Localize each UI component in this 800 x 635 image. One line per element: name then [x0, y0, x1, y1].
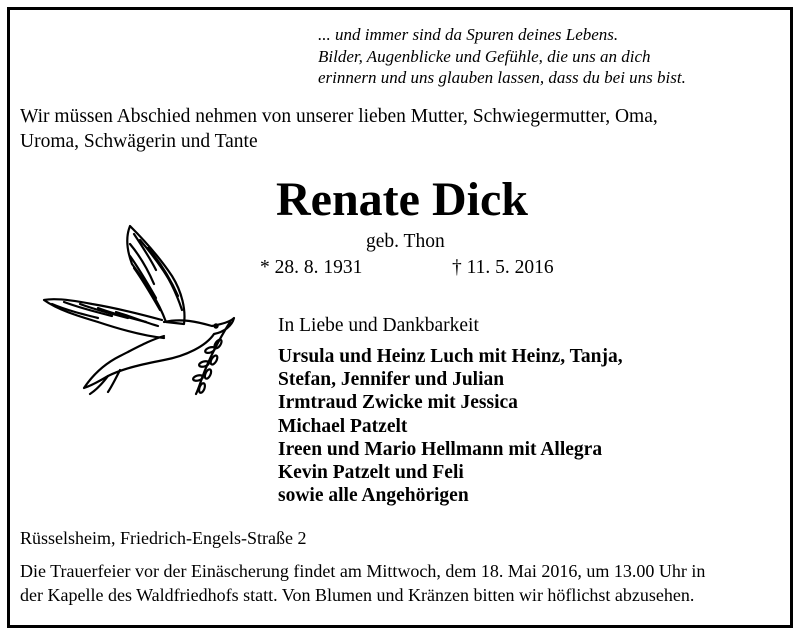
- mourner-line: Stefan, Jennifer und Julian: [278, 369, 505, 391]
- mourner-line: Michael Patzelt: [278, 415, 408, 437]
- intro-line: Uroma, Schwägerin und Tante: [20, 131, 258, 152]
- dove-with-olive-branch-icon: [36, 218, 241, 396]
- mourner-line: Kevin Patzelt und Feli: [278, 462, 464, 484]
- mourners-list: [278, 345, 623, 507]
- death-date: † 11. 5. 2016: [452, 257, 554, 278]
- intro-line: Wir müssen Abschied nehmen von unserer lieben Mutter, Schwiegermutter, Oma,: [20, 106, 658, 127]
- poem-line: ... und immer sind da Spuren deines Lebens.: [318, 25, 619, 44]
- mourner-line: Ursula und Heinz Luch mit Heinz, Tanja,: [278, 346, 623, 367]
- funeral-line: der Kapelle des Waldfriedhofs statt. Von Blumen und Kränzen bitten wir höflichst abzusehen.: [20, 585, 695, 605]
- poem: [318, 24, 686, 89]
- farewell-intro: [20, 104, 658, 154]
- mourner-line: sowie alle Angehörigen: [278, 485, 469, 507]
- poem-line: Bilder, Augenblicke und Gefühle, die uns an dich: [318, 46, 651, 66]
- mourner-line: Irmtraud Zwicke mit Jessica: [278, 392, 518, 414]
- maiden-name: geb. Thon: [366, 231, 445, 252]
- mourner-line: Ireen und Mario Hellmann mit Allegra: [278, 438, 603, 460]
- mourners-intro: In Liebe und Dankbarkeit: [278, 315, 479, 336]
- deceased-name: Renate Dick: [276, 173, 528, 226]
- poem-line: erinnern und uns glauben lassen, dass du bei uns bist.: [318, 68, 686, 87]
- birth-date: * 28. 8. 1931: [260, 257, 363, 278]
- funeral-details: [20, 559, 705, 607]
- funeral-line: Die Trauerfeier vor der Einäscherung findet am Mittwoch, dem 18. Mai 2016, um 13.00 Uhr in: [20, 561, 706, 581]
- address: Rüsselsheim, Friedrich-Engels-Straße 2: [20, 528, 307, 548]
